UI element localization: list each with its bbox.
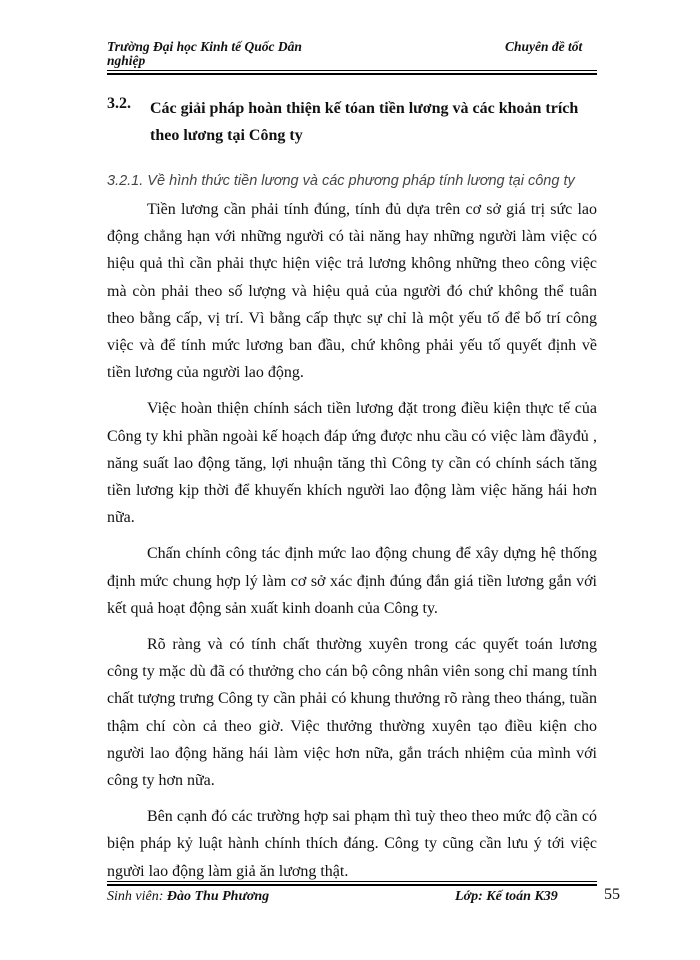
body-text xyxy=(107,196,597,894)
footer-student xyxy=(107,889,269,905)
section-title: Các giải pháp hoàn thiện kế tóan tiền lương và các khoản trích theo lương tại Công ty xyxy=(150,100,579,144)
footer-rule-thin xyxy=(107,881,597,882)
footer-student-name: Đào Thu Phương xyxy=(166,889,270,904)
paragraph: Chấn chính công tác định mức lao động chung để xây dựng hệ thống định mức chung hợp lý làm cơ sở xác định đúng đắn giá tiền lương gắn với kết quả hoạt động sản xuất kinh doanh của Công ty. xyxy=(107,545,597,617)
page-number: 55 xyxy=(604,886,620,903)
footer-student-label: Sinh viên: xyxy=(107,889,164,904)
paragraph: Rõ ràng và có tính chất thường xuyên trong các quyết toán lương công ty mặc dù đã có thưởng cho cán bộ công nhân viên song chỉ mang tính chất tượng trưng Công ty cần phải có khung thưởng rõ ràng theo tháng, tuần thậm chí còn cả theo giờ. Việc thưởng thường xuyên tạo điều kiện cho người lao động hăng hái làm việc hơn nữa, gắn trách nhiệm của mình với công ty hơn nữa. xyxy=(107,636,597,790)
footer-class: Lớp: Kế toán K39 xyxy=(455,889,558,904)
header-rule-thin xyxy=(107,70,597,71)
header-doc-type: Chuyên đề tốt xyxy=(505,39,583,54)
paragraph: Bên cạnh đó các trường hợp sai phạm thì tuỳ theo theo mức độ cần có biện pháp kỷ luật hành chính thích đáng. Công ty cũng cần lưu ý tới việc người lao động làm giả ăn lương thật. xyxy=(107,808,597,880)
header-school: Trường Đại học Kinh tế Quốc Dân nghiệp xyxy=(107,39,302,68)
subsection-title: 3.2.1. Về hình thức tiền lương và các phương pháp tính lương tại công ty xyxy=(107,173,575,189)
paragraph: Tiền lương cần phải tính đúng, tính đủ dựa trên cơ sở giá trị sức lao động chẳng hạn với những người có tài năng hay những người làm việc có hiệu quả thì cần phải thực hiện việc trả lương không những theo công việc mà còn phải theo số lượng và hiệu quả của người đó chứ không thể tuân theo bằng cấp, vị trí. Vì bằng cấp thực sự chỉ là một yếu tố để bố trí công việc và để tính mức lương ban đầu, chứ không phải yếu tố quyết định về tiền lương của người lao động. xyxy=(107,201,597,382)
section-number: 3.2. xyxy=(107,95,131,112)
header-rule-thick xyxy=(107,73,597,75)
paragraph: Việc hoàn thiện chính sách tiền lương đặt trong điều kiện thực tế của Công ty khi phần ngoài kế hoạch đáp ứng được nhu cầu có việc làm đầyđủ , năng suất lao động tăng, lợi nhuận tăng thì Công ty cần có chính sách tăng tiền lương kịp thời để khuyến khích người lao động làm việc hăng hái hơn nữa. xyxy=(107,400,597,527)
footer-rule-thick xyxy=(107,884,597,886)
